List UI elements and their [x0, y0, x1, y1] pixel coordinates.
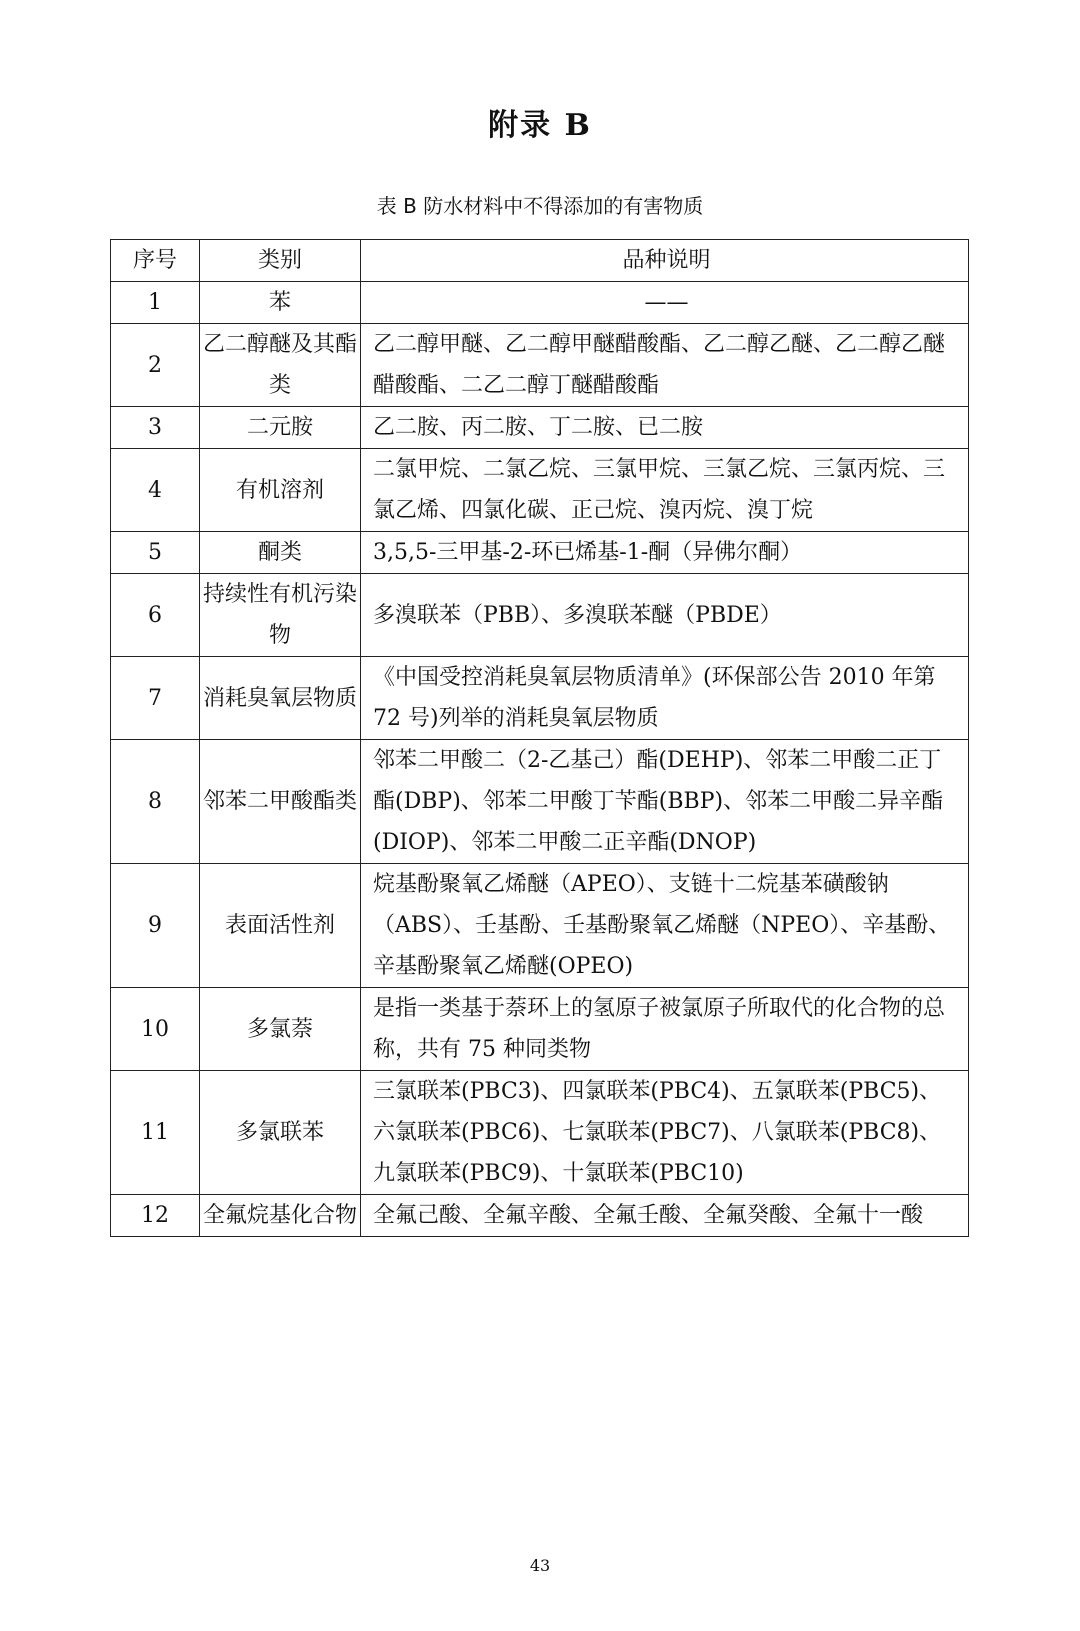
row-category: 二元胺 — [200, 407, 361, 449]
header-category: 类别 — [200, 240, 361, 282]
row-category: 全氟烷基化合物 — [200, 1195, 361, 1237]
table-row — [111, 324, 969, 407]
row-description: 《中国受控消耗臭氧层物质清单》(环保部公告 2010 年第 72 号)列举的消耗臭氧层物质 — [361, 657, 969, 740]
row-no: 9 — [111, 864, 200, 988]
row-description: 是指一类基于萘环上的氢原子被氯原子所取代的化合物的总称，共有 75 种同类物 — [361, 988, 969, 1071]
table-header-row — [111, 240, 969, 282]
row-category: 苯 — [200, 282, 361, 324]
table-caption: 表 B 防水材料中不得添加的有害物质 — [376, 194, 704, 218]
row-description: 乙二醇甲醚、乙二醇甲醚醋酸酯、乙二醇乙醚、乙二醇乙醚醋酸酯、二乙二醇丁醚醋酸酯 — [361, 324, 969, 407]
table-row — [111, 1195, 969, 1237]
row-no: 3 — [111, 407, 200, 449]
row-description: 3,5,5-三甲基-2-环已烯基-1-酮（异佛尔酮） — [361, 532, 969, 574]
table-row — [111, 407, 969, 449]
row-description: 多溴联苯（PBB）、多溴联苯醚（PBDE） — [361, 574, 969, 657]
row-no: 8 — [111, 740, 200, 864]
row-no: 12 — [111, 1195, 200, 1237]
table-row — [111, 282, 969, 324]
row-no: 10 — [111, 988, 200, 1071]
row-no: 7 — [111, 657, 200, 740]
row-category: 多氯联苯 — [200, 1071, 361, 1195]
row-no: 5 — [111, 532, 200, 574]
row-no: 6 — [111, 574, 200, 657]
table-row — [111, 1071, 969, 1195]
row-no: 1 — [111, 282, 200, 324]
table-row — [111, 988, 969, 1071]
table-row — [111, 740, 969, 864]
table-row — [111, 574, 969, 657]
row-category: 邻苯二甲酸酯类 — [200, 740, 361, 864]
hazardous-substances-table — [110, 239, 969, 1237]
table-row — [111, 657, 969, 740]
row-description: 烷基酚聚氧乙烯醚（APEO）、支链十二烷基苯磺酸钠（ABS）、壬基酚、壬基酚聚氧乙烯醚（NPEO）、辛基酚、辛基酚聚氧乙烯醚(OPEO) — [361, 864, 969, 988]
table-row — [111, 864, 969, 988]
row-category: 酮类 — [200, 532, 361, 574]
row-category: 有机溶剂 — [200, 449, 361, 532]
row-category: 持续性有机污染物 — [200, 574, 361, 657]
page-number: 43 — [529, 1556, 551, 1575]
row-description: —— — [361, 282, 969, 324]
row-description: 邻苯二甲酸二（2-乙基己）酯(DEHP)、邻苯二甲酸二正丁酯(DBP)、邻苯二甲酸丁苄酯(BBP)、邻苯二甲酸二异辛酯(DIOP)、邻苯二甲酸二正辛酯(DNOP) — [361, 740, 969, 864]
row-category: 表面活性剂 — [200, 864, 361, 988]
header-no: 序号 — [111, 240, 200, 282]
row-no: 11 — [111, 1071, 200, 1195]
page-title: 附录 B — [488, 108, 592, 143]
row-category: 消耗臭氧层物质 — [200, 657, 361, 740]
row-description: 三氯联苯(PBC3)、四氯联苯(PBC4)、五氯联苯(PBC5)、六氯联苯(PBC6)、七氯联苯(PBC7)、八氯联苯(PBC8)、九氯联苯(PBC9)、十氯联苯(PBC10) — [361, 1071, 969, 1195]
table-row — [111, 532, 969, 574]
row-category: 乙二醇醚及其酯类 — [200, 324, 361, 407]
row-description: 全氟己酸、全氟辛酸、全氟壬酸、全氟癸酸、全氟十一酸 — [361, 1195, 969, 1237]
row-no: 2 — [111, 324, 200, 407]
row-category: 多氯萘 — [200, 988, 361, 1071]
row-no: 4 — [111, 449, 200, 532]
table-row — [111, 449, 969, 532]
row-description: 乙二胺、丙二胺、丁二胺、已二胺 — [361, 407, 969, 449]
row-description: 二氯甲烷、二氯乙烷、三氯甲烷、三氯乙烷、三氯丙烷、三氯乙烯、四氯化碳、正己烷、溴丙烷、溴丁烷 — [361, 449, 969, 532]
header-description: 品种说明 — [361, 240, 969, 282]
